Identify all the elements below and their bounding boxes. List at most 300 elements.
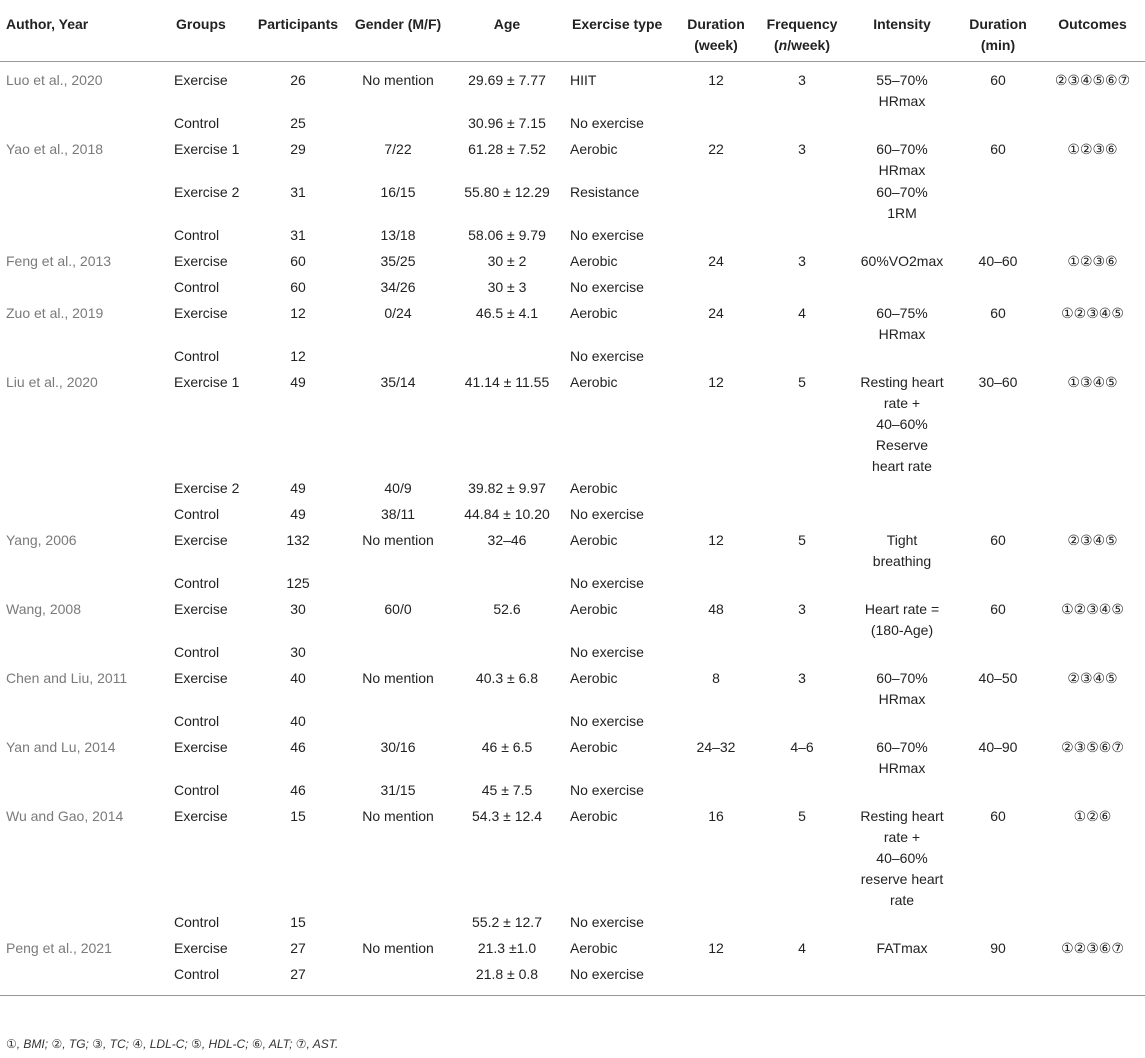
cell-frequency bbox=[756, 911, 848, 937]
cell-participants: 60 bbox=[290, 253, 306, 269]
header-outcomes bbox=[1040, 0, 1145, 62]
cell-exercise-type: No exercise bbox=[570, 279, 644, 295]
cell-gender: 34/26 bbox=[380, 279, 416, 295]
cell-duration-min bbox=[956, 963, 1040, 996]
intensity-line: 60–70% bbox=[876, 670, 928, 686]
intensity-line: heart rate bbox=[872, 458, 932, 474]
cell-duration-min: 40–90 bbox=[978, 739, 1018, 755]
cell-age: 46.5 ± 4.1 bbox=[475, 305, 539, 321]
cell-author bbox=[0, 963, 170, 996]
cell-duration-week bbox=[676, 112, 756, 138]
cell-participants: 132 bbox=[286, 532, 310, 548]
header-frequency bbox=[756, 0, 848, 62]
cell-age: 44.84 ± 10.20 bbox=[464, 506, 550, 522]
cell-frequency: 5 bbox=[798, 532, 806, 548]
header-groups bbox=[170, 0, 248, 62]
cell-outcomes bbox=[1040, 779, 1145, 805]
cell-outcomes bbox=[1040, 112, 1145, 138]
cell-gender: 38/11 bbox=[381, 506, 415, 522]
cell-exercise-type: Aerobic bbox=[570, 601, 618, 617]
cell-participants: 31 bbox=[290, 227, 306, 243]
cell-duration-week bbox=[676, 181, 756, 224]
cell-group: Control bbox=[174, 713, 220, 729]
cell-age bbox=[448, 572, 566, 598]
header-text: Participants bbox=[257, 16, 339, 32]
cell-age bbox=[448, 710, 566, 736]
cell-duration-min bbox=[956, 779, 1040, 805]
cell-author: Wang, 2008 bbox=[6, 601, 81, 617]
intensity-line: 60–75% bbox=[876, 305, 928, 321]
cell-exercise-type: No exercise bbox=[570, 713, 644, 729]
table-row bbox=[0, 181, 1145, 224]
cell-frequency bbox=[756, 345, 848, 371]
cell-participants: 12 bbox=[290, 348, 306, 364]
header-row bbox=[0, 0, 1145, 62]
cell-exercise-type: Resistance bbox=[570, 184, 640, 200]
cell-duration-min bbox=[956, 572, 1040, 598]
intensity-line: HRmax bbox=[878, 326, 926, 342]
cell-duration-min bbox=[956, 911, 1040, 937]
intensity-line: 60–70% bbox=[876, 739, 928, 755]
cell-group: Exercise bbox=[174, 72, 228, 88]
cell-duration-week bbox=[676, 963, 756, 996]
cell-gender: No mention bbox=[362, 670, 434, 686]
cell-exercise-type: Aerobic bbox=[570, 305, 618, 321]
cell-group: Exercise bbox=[174, 601, 228, 617]
cell-frequency: 4–6 bbox=[790, 739, 814, 755]
cell-duration-week: 12 bbox=[708, 374, 724, 390]
cell-duration-min: 60 bbox=[990, 305, 1006, 321]
cell-participants: 46 bbox=[290, 782, 306, 798]
cell-intensity bbox=[848, 276, 956, 302]
table-row bbox=[0, 477, 1145, 503]
cell-duration-min: 60 bbox=[990, 808, 1006, 824]
cell-group: Exercise 2 bbox=[174, 184, 240, 200]
cell-participants: 15 bbox=[290, 808, 306, 824]
header-text: Gender (M/F) bbox=[354, 16, 442, 32]
cell-participants: 27 bbox=[290, 940, 306, 956]
cell-gender: 31/15 bbox=[380, 782, 416, 798]
cell-author: Liu et al., 2020 bbox=[6, 374, 98, 390]
intensity-line: rate + bbox=[883, 829, 921, 845]
intensity-line: (180-Age) bbox=[870, 622, 934, 638]
cell-duration-min bbox=[956, 112, 1040, 138]
cell-author bbox=[0, 641, 170, 667]
cell-duration-week bbox=[676, 503, 756, 529]
table-row bbox=[0, 572, 1145, 598]
header-text: Groups bbox=[176, 16, 226, 32]
cell-participants: 30 bbox=[290, 644, 306, 660]
cell-duration-week: 12 bbox=[708, 72, 724, 88]
table-row bbox=[0, 736, 1145, 779]
cell-gender: 30/16 bbox=[380, 739, 416, 755]
cell-intensity bbox=[848, 371, 956, 477]
cell-group: Control bbox=[174, 966, 220, 982]
cell-outcomes bbox=[1040, 503, 1145, 529]
cell-group: Control bbox=[174, 348, 220, 364]
cell-age: 30.96 ± 7.15 bbox=[468, 115, 546, 131]
cell-group: Exercise bbox=[174, 670, 228, 686]
table-row bbox=[0, 302, 1145, 345]
table-row bbox=[0, 224, 1145, 250]
cell-age bbox=[448, 641, 566, 667]
cell-participants: 31 bbox=[290, 184, 306, 200]
cell-participants: 40 bbox=[290, 670, 306, 686]
cell-exercise-type: No exercise bbox=[570, 348, 644, 364]
footnote-marker: ② bbox=[51, 1037, 63, 1051]
cell-author: Wu and Gao, 2014 bbox=[6, 808, 124, 824]
cell-gender: 60/0 bbox=[384, 601, 412, 617]
cell-exercise-type: No exercise bbox=[570, 966, 644, 982]
table-row bbox=[0, 371, 1145, 477]
cell-frequency: 3 bbox=[798, 72, 806, 88]
table-row bbox=[0, 710, 1145, 736]
cell-frequency: 3 bbox=[798, 670, 806, 686]
cell-group: Exercise bbox=[174, 940, 228, 956]
cell-gender: No mention bbox=[362, 532, 434, 548]
cell-participants: 40 bbox=[290, 713, 306, 729]
cell-duration-week bbox=[676, 224, 756, 250]
cell-age: 32–46 bbox=[487, 532, 527, 548]
cell-duration-week: 16 bbox=[708, 808, 724, 824]
cell-duration-week: 12 bbox=[708, 940, 724, 956]
cell-outcomes bbox=[1040, 477, 1145, 503]
cell-duration-min: 60 bbox=[990, 532, 1006, 548]
cell-group: Exercise 1 bbox=[174, 141, 240, 157]
cell-exercise-type: Aerobic bbox=[570, 532, 618, 548]
cell-exercise-type: HIIT bbox=[570, 72, 597, 88]
cell-age: 29.69 ± 7.77 bbox=[468, 72, 546, 88]
cell-frequency bbox=[756, 710, 848, 736]
cell-intensity: 60%VO2max bbox=[860, 253, 944, 269]
intensity-line: HRmax bbox=[878, 691, 926, 707]
footnote-text: , AST. bbox=[306, 1037, 339, 1051]
header-author-year bbox=[0, 0, 170, 62]
cell-outcomes: ②③⑤⑥⑦ bbox=[1061, 739, 1124, 755]
cell-outcomes: ②③④⑤⑥⑦ bbox=[1054, 72, 1131, 88]
cell-group: Control bbox=[174, 506, 220, 522]
intensity-line: 1RM bbox=[887, 205, 917, 221]
footnote-text: , LDL-C; bbox=[143, 1037, 192, 1051]
cell-duration-week bbox=[676, 477, 756, 503]
header-text: (min) bbox=[980, 37, 1016, 53]
cell-intensity bbox=[848, 138, 956, 181]
cell-group: Exercise bbox=[174, 739, 228, 755]
cell-duration-min: 90 bbox=[990, 940, 1006, 956]
intensity-line: HRmax bbox=[878, 162, 926, 178]
cell-exercise-type: No exercise bbox=[570, 644, 644, 660]
cell-outcomes: ①②③⑥ bbox=[1067, 141, 1118, 157]
header-text: (week) bbox=[694, 37, 738, 53]
table-row bbox=[0, 138, 1145, 181]
cell-intensity bbox=[848, 598, 956, 641]
table-row bbox=[0, 805, 1145, 911]
intensity-line: rate + bbox=[883, 395, 921, 411]
cell-age: 39.82 ± 9.97 bbox=[468, 480, 546, 496]
cell-intensity bbox=[848, 181, 956, 224]
intensity-line: HRmax bbox=[878, 760, 926, 776]
cell-exercise-type: No exercise bbox=[570, 782, 644, 798]
cell-duration-min bbox=[956, 224, 1040, 250]
cell-author bbox=[0, 276, 170, 302]
cell-gender bbox=[348, 963, 448, 996]
intensity-line: 40–60% bbox=[876, 850, 928, 866]
cell-age: 46 ± 6.5 bbox=[481, 739, 533, 755]
cell-participants: 49 bbox=[290, 374, 306, 390]
cell-duration-min: 60 bbox=[990, 601, 1006, 617]
cell-duration-week: 22 bbox=[708, 141, 724, 157]
header-exercise-type bbox=[566, 0, 676, 62]
intensity-line: reserve heart bbox=[860, 871, 944, 887]
footnote-marker: ③ bbox=[92, 1037, 103, 1051]
cell-age: 30 ± 3 bbox=[487, 279, 527, 295]
cell-gender: 13/18 bbox=[380, 227, 416, 243]
cell-gender: No mention bbox=[362, 940, 434, 956]
cell-age: 21.3 ±1.0 bbox=[477, 940, 537, 956]
header-age bbox=[448, 0, 566, 62]
cell-intensity bbox=[848, 667, 956, 710]
header-text: Author, Year bbox=[6, 16, 89, 32]
cell-duration-week: 48 bbox=[708, 601, 724, 617]
cell-intensity bbox=[848, 477, 956, 503]
cell-duration-min: 60 bbox=[990, 72, 1006, 88]
intensity-line: Reserve bbox=[875, 437, 929, 453]
cell-frequency bbox=[756, 224, 848, 250]
footnote-text: , HDL-C; bbox=[201, 1037, 252, 1051]
cell-author: Yao et al., 2018 bbox=[6, 141, 104, 157]
cell-outcomes bbox=[1040, 911, 1145, 937]
cell-group: Control bbox=[174, 227, 220, 243]
cell-frequency: 3 bbox=[798, 253, 806, 269]
cell-participants: 46 bbox=[290, 739, 306, 755]
cell-author bbox=[0, 503, 170, 529]
cell-author: Luo et al., 2020 bbox=[6, 72, 103, 88]
intensity-line: 60–70% bbox=[876, 141, 928, 157]
cell-gender: 0/24 bbox=[384, 305, 412, 321]
cell-duration-week bbox=[676, 779, 756, 805]
cell-group: Exercise bbox=[174, 305, 228, 321]
cell-intensity bbox=[848, 112, 956, 138]
cell-age: 45 ± 7.5 bbox=[481, 782, 533, 798]
cell-intensity bbox=[848, 302, 956, 345]
cell-outcomes bbox=[1040, 572, 1145, 598]
cell-frequency bbox=[756, 503, 848, 529]
cell-gender: No mention bbox=[362, 808, 434, 824]
table-row bbox=[0, 62, 1145, 113]
cell-age: 30 ± 2 bbox=[487, 253, 527, 269]
cell-frequency: 5 bbox=[798, 808, 806, 824]
cell-duration-min: 30–60 bbox=[978, 374, 1018, 390]
cell-gender bbox=[348, 112, 448, 138]
cell-duration-min: 60 bbox=[990, 141, 1006, 157]
cell-gender: 35/14 bbox=[380, 374, 416, 390]
cell-intensity bbox=[848, 736, 956, 779]
table-row bbox=[0, 937, 1145, 963]
cell-gender bbox=[348, 710, 448, 736]
cell-outcomes bbox=[1040, 224, 1145, 250]
cell-intensity bbox=[848, 805, 956, 911]
cell-gender bbox=[348, 641, 448, 667]
cell-duration-week bbox=[676, 276, 756, 302]
cell-gender: 40/9 bbox=[384, 480, 412, 496]
cell-duration-week: 24–32 bbox=[696, 739, 736, 755]
cell-age: 40.3 ± 6.8 bbox=[475, 670, 539, 686]
cell-frequency bbox=[756, 112, 848, 138]
cell-gender: 16/15 bbox=[380, 184, 416, 200]
cell-age: 55.80 ± 12.29 bbox=[464, 184, 550, 200]
cell-intensity bbox=[848, 710, 956, 736]
cell-duration-week: 24 bbox=[708, 253, 724, 269]
table-row bbox=[0, 911, 1145, 937]
table-header bbox=[0, 0, 1145, 62]
cell-gender: 7/22 bbox=[384, 141, 412, 157]
cell-group: Control bbox=[174, 914, 220, 930]
cell-duration-min bbox=[956, 276, 1040, 302]
cell-intensity bbox=[848, 641, 956, 667]
cell-frequency bbox=[756, 572, 848, 598]
cell-duration-min bbox=[956, 345, 1040, 371]
cell-outcomes bbox=[1040, 345, 1145, 371]
cell-outcomes bbox=[1040, 710, 1145, 736]
header-text: Duration bbox=[969, 16, 1027, 32]
cell-frequency: 3 bbox=[798, 601, 806, 617]
intensity-line: Resting heart bbox=[860, 374, 944, 390]
cell-exercise-type: No exercise bbox=[570, 575, 644, 591]
cell-participants: 27 bbox=[290, 966, 306, 982]
cell-duration-min bbox=[956, 503, 1040, 529]
footnote-text: , BMI; bbox=[16, 1037, 52, 1051]
cell-age bbox=[448, 345, 566, 371]
cell-author bbox=[0, 112, 170, 138]
cell-author bbox=[0, 181, 170, 224]
intensity-line: 60–70% bbox=[876, 184, 928, 200]
table-row bbox=[0, 345, 1145, 371]
cell-intensity bbox=[848, 779, 956, 805]
cell-frequency: 3 bbox=[798, 141, 806, 157]
cell-participants: 25 bbox=[290, 115, 306, 131]
cell-author bbox=[0, 911, 170, 937]
cell-group: Control bbox=[174, 279, 220, 295]
cell-author bbox=[0, 779, 170, 805]
intensity-line: HRmax bbox=[878, 93, 926, 109]
cell-frequency bbox=[756, 477, 848, 503]
cell-duration-min bbox=[956, 641, 1040, 667]
cell-age: 61.28 ± 7.52 bbox=[468, 141, 546, 157]
header-text: Duration bbox=[687, 16, 745, 32]
cell-frequency: 4 bbox=[798, 940, 806, 956]
cell-frequency bbox=[756, 641, 848, 667]
cell-author: Chen and Liu, 2011 bbox=[6, 670, 128, 686]
table-row bbox=[0, 112, 1145, 138]
table-row bbox=[0, 963, 1145, 996]
footnote-text: , TC; bbox=[102, 1037, 133, 1051]
cell-exercise-type: Aerobic bbox=[570, 374, 618, 390]
header-text: (n/week) bbox=[773, 37, 831, 53]
cell-outcomes: ②③④⑤ bbox=[1067, 670, 1118, 686]
header-text: Outcomes bbox=[1058, 16, 1127, 32]
cell-age: 41.14 ± 11.55 bbox=[464, 374, 550, 390]
cell-author: Yan and Lu, 2014 bbox=[6, 739, 116, 755]
cell-author: Feng et al., 2013 bbox=[6, 253, 112, 269]
cell-age: 54.3 ± 12.4 bbox=[472, 808, 542, 824]
cell-frequency bbox=[756, 276, 848, 302]
cell-group: Exercise bbox=[174, 253, 228, 269]
cell-frequency bbox=[756, 181, 848, 224]
cell-exercise-type: Aerobic bbox=[570, 670, 618, 686]
cell-author bbox=[0, 345, 170, 371]
header-text: Age bbox=[493, 16, 521, 32]
cell-intensity bbox=[848, 503, 956, 529]
cell-author: Zuo et al., 2019 bbox=[6, 305, 104, 321]
cell-intensity bbox=[848, 345, 956, 371]
cell-exercise-type: No exercise bbox=[570, 506, 644, 522]
cell-duration-week bbox=[676, 911, 756, 937]
header-text: Intensity bbox=[873, 16, 931, 32]
cell-outcomes: ①②⑥ bbox=[1073, 808, 1112, 824]
cell-duration-week: 12 bbox=[708, 532, 724, 548]
cell-participants: 60 bbox=[290, 279, 306, 295]
cell-outcomes bbox=[1040, 641, 1145, 667]
cell-gender bbox=[348, 572, 448, 598]
cell-age: 21.8 ± 0.8 bbox=[475, 966, 539, 982]
cell-participants: 15 bbox=[290, 914, 306, 930]
footnote-marker: ④ bbox=[132, 1037, 144, 1051]
cell-frequency: 4 bbox=[798, 305, 806, 321]
cell-outcomes bbox=[1040, 963, 1145, 996]
cell-author bbox=[0, 224, 170, 250]
table-row bbox=[0, 598, 1145, 641]
cell-exercise-type: Aerobic bbox=[570, 253, 618, 269]
cell-gender: No mention bbox=[362, 72, 434, 88]
cell-duration-week bbox=[676, 572, 756, 598]
cell-age: 55.2 ± 12.7 bbox=[472, 914, 542, 930]
cell-duration-min bbox=[956, 477, 1040, 503]
cell-frequency bbox=[756, 779, 848, 805]
cell-group: Exercise bbox=[174, 808, 228, 824]
cell-participants: 30 bbox=[290, 601, 306, 617]
cell-outcomes: ①③④⑤ bbox=[1067, 374, 1118, 390]
cell-intensity bbox=[848, 529, 956, 572]
cell-duration-week: 24 bbox=[708, 305, 724, 321]
cell-group: Control bbox=[174, 575, 220, 591]
cell-participants: 49 bbox=[290, 480, 306, 496]
cell-intensity bbox=[848, 572, 956, 598]
cell-duration-week bbox=[676, 710, 756, 736]
cell-duration-min bbox=[956, 710, 1040, 736]
cell-intensity bbox=[848, 911, 956, 937]
cell-intensity bbox=[848, 224, 956, 250]
cell-author: Yang, 2006 bbox=[6, 532, 77, 548]
header-gender bbox=[348, 0, 448, 62]
cell-exercise-type: Aerobic bbox=[570, 739, 618, 755]
cell-duration-week bbox=[676, 345, 756, 371]
header-intensity bbox=[848, 0, 956, 62]
footnote-marker: ⑦ bbox=[295, 1037, 307, 1051]
cell-exercise-type: Aerobic bbox=[570, 480, 618, 496]
cell-frequency bbox=[756, 963, 848, 996]
cell-exercise-type: No exercise bbox=[570, 227, 644, 243]
cell-duration-min: 40–60 bbox=[978, 253, 1018, 269]
cell-age: 58.06 ± 9.79 bbox=[468, 227, 546, 243]
cell-participants: 49 bbox=[290, 506, 306, 522]
table-row bbox=[0, 667, 1145, 710]
cell-gender bbox=[348, 911, 448, 937]
cell-group: Exercise bbox=[174, 532, 228, 548]
cell-author bbox=[0, 710, 170, 736]
cell-group: Exercise 1 bbox=[174, 374, 240, 390]
cell-duration-week: 8 bbox=[712, 670, 720, 686]
intensity-line: Tight bbox=[886, 532, 918, 548]
